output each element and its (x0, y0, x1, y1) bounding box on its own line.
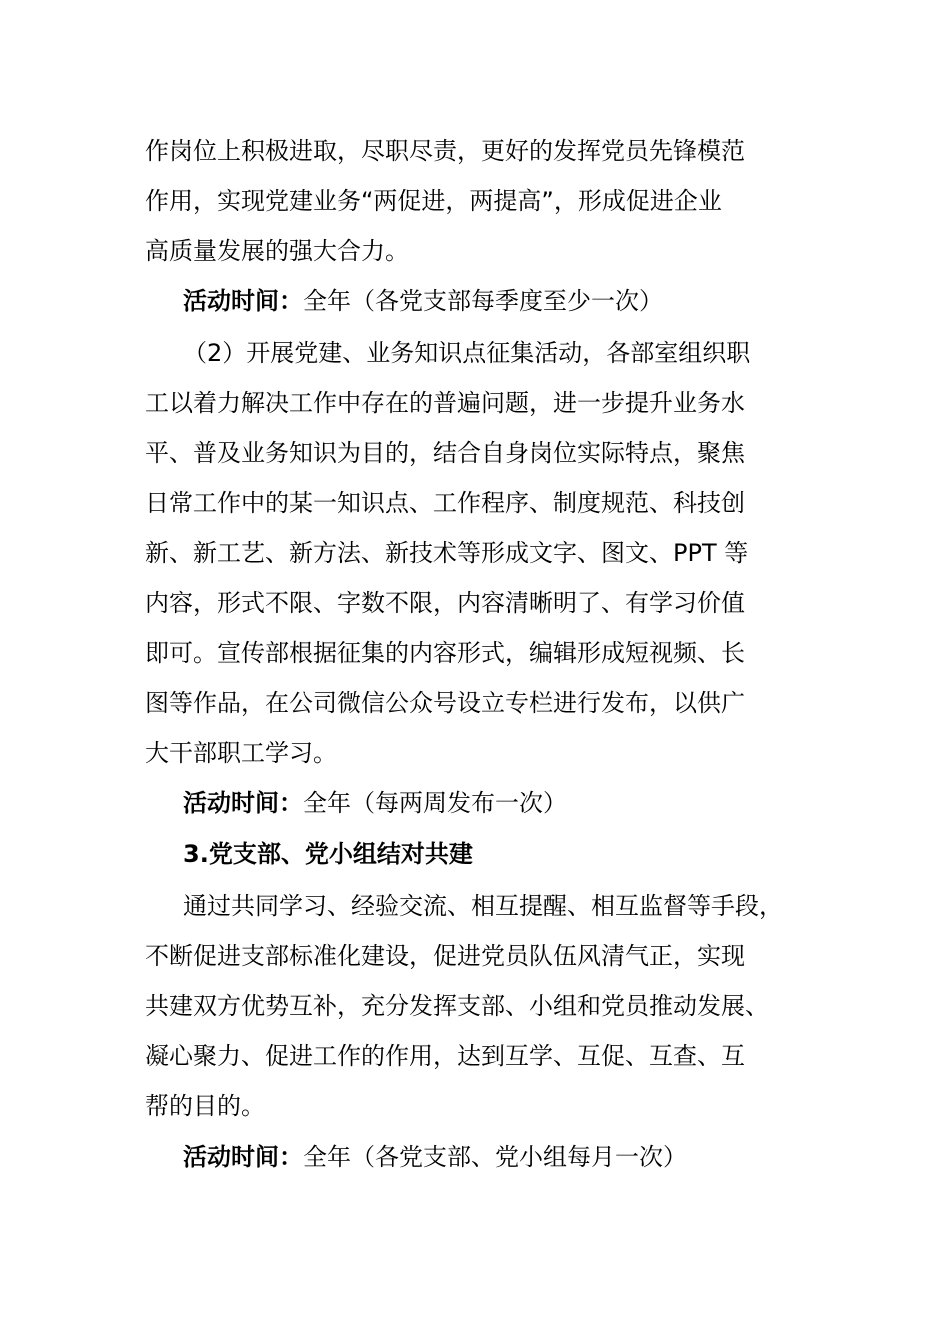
section-heading: 3.党支部、党小组结对共建 (183, 840, 473, 868)
activity-time-value: 全年（每两周发布一次） (303, 789, 567, 817)
paragraph-line: 通过共同学习、经验交流、相互提醒、相互监督等手段， (183, 892, 783, 920)
activity-time-line (183, 1132, 687, 1182)
paragraph-line: 高质量发展的强大合力。 (145, 237, 409, 265)
paragraph-line: （2）开展党建、业务知识点征集活动，各部室组织职 (183, 339, 751, 367)
activity-time-value: 全年（各党支部每季度至少一次） (303, 287, 663, 315)
paragraph-line: 大干部职工学习。 (145, 739, 337, 767)
paragraph-line: 共建双方优势互补，充分发挥支部、小组和党员推动发展、 (145, 992, 769, 1020)
activity-time-label: 活动时间： (183, 287, 303, 315)
paragraph-line: 新、新工艺、新方法、新技术等形成文字、图文、PPT 等 (145, 539, 749, 567)
activity-time-line (183, 778, 567, 828)
activity-time-label: 活动时间： (183, 1143, 303, 1171)
paragraph-line: 不断促进支部标准化建设，促进党员队伍风清气正，实现 (145, 942, 745, 970)
paragraph-line: 日常工作中的某一知识点、工作程序、制度规范、科技创 (145, 489, 745, 517)
paragraph-line: 图等作品，在公司微信公众号设立专栏进行发布，以供广 (145, 689, 745, 717)
paragraph-line: 帮的目的。 (145, 1092, 265, 1120)
paragraph-line: 作岗位上积极进取，尽职尽责，更好的发挥党员先锋模范 (145, 137, 745, 165)
activity-time-value: 全年（各党支部、党小组每月一次） (303, 1143, 687, 1171)
activity-time-line (183, 276, 663, 326)
paragraph-line: 工以着力解决工作中存在的普遍问题，进一步提升业务水 (145, 389, 745, 417)
activity-time-label: 活动时间： (183, 789, 303, 817)
paragraph-line: 平、普及业务知识为目的，结合自身岗位实际特点，聚焦 (145, 439, 745, 467)
paragraph-line: 作用，实现党建业务“两促进，两提高”，形成促进企业 (145, 187, 722, 215)
paragraph-line: 即可。宣传部根据征集的内容形式，编辑形成短视频、长 (145, 639, 745, 667)
paragraph-line: 内容，形式不限、字数不限，内容清晰明了、有学习价值 (145, 589, 745, 617)
paragraph-line: 凝心聚力、促进工作的作用，达到互学、互促、互查、互 (145, 1042, 745, 1070)
